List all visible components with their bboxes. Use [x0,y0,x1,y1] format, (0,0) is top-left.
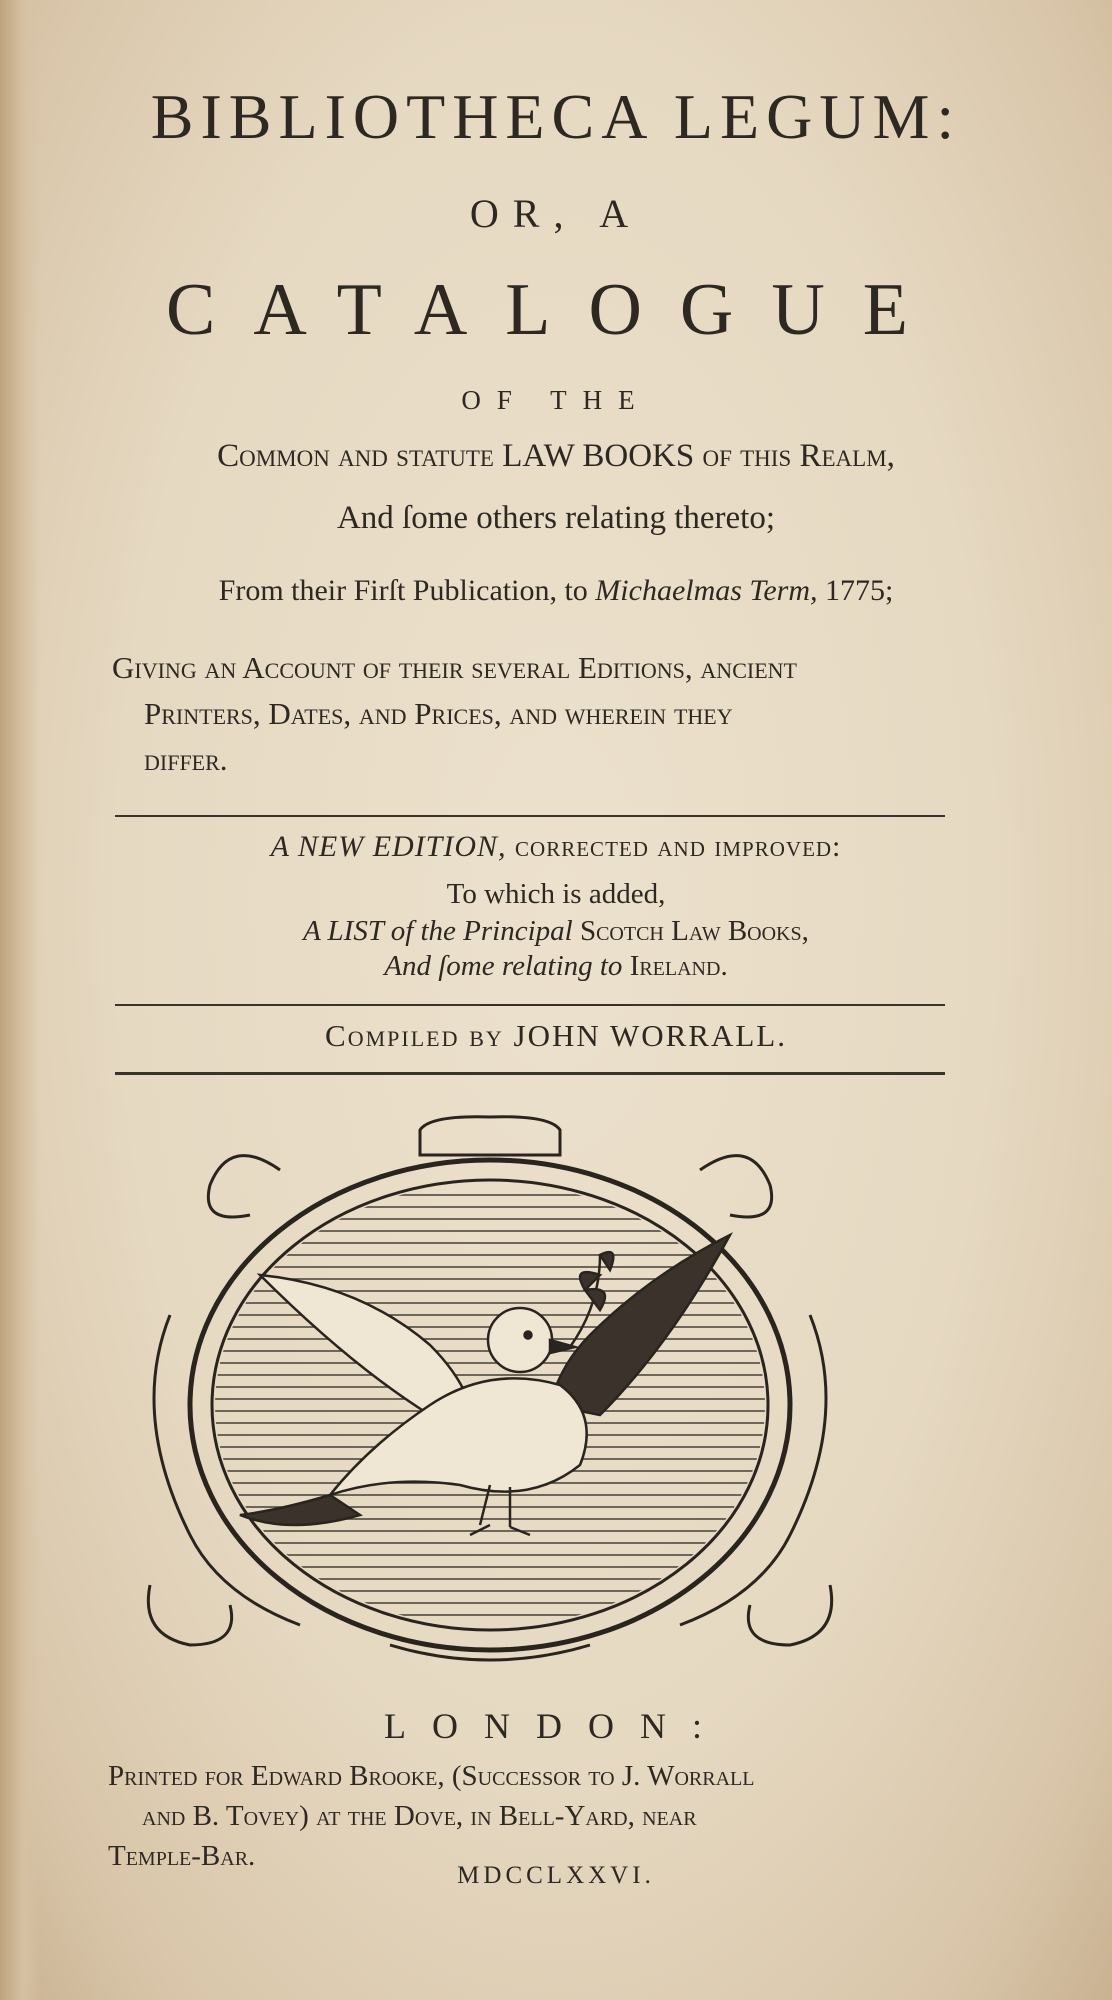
giving-line-3: differ. [144,742,228,777]
imprint-line-2: and B. Tovey) at the Dove, in Bell-Yard, near [142,1800,697,1832]
edition-line-3-suffix: Law Books, [663,915,809,947]
desc3-prefix: From their Firſt Publication, to [218,574,596,607]
edition-ireland: Ireland. [629,950,728,982]
edition-scotch: Scotch [579,915,664,947]
description-line-3 [0,574,1112,608]
edition-line-3 [0,915,1112,948]
compiler-name: JOHN WORRALL. [513,1018,787,1053]
edition-line-3-prefix: A LIST of the Principal [303,915,580,947]
compiler-label: Compiled by [325,1018,504,1053]
imprint-line-1: Printed for Edward Brooke, (Succeſſor to J. Worrall [108,1760,755,1792]
edition-line-4 [0,950,1112,983]
edition-line-4-prefix: And ſome relating to [384,950,630,982]
imprint-paragraph [108,1756,968,1876]
giving-account-paragraph [112,645,952,783]
rule-2 [115,1004,945,1006]
main-title: BIBLIOTHECA LEGUM: [150,81,962,152]
title-or: OR, A [469,191,643,236]
description-line-2: And ſome others relating thereto; [336,500,776,536]
edition-line-1 [0,830,1112,864]
title-of-the: OF THE [461,385,651,415]
description-line-1: Common and statute LAW BOOKS of this Realm, [217,438,895,474]
imprint-city: LONDON: [384,1706,728,1746]
edition-main: A NEW EDITION, [270,830,507,863]
edition-line-2: To which is added, [446,878,666,910]
giving-line-1: Giving an Account of their ſeveral Editions, ancient [112,650,797,685]
giving-line-2: Printers, Dates, and Prices, and wherein they [144,696,733,731]
edition-rest: corrected and improved: [506,830,842,863]
dove-vignette-icon [130,1115,850,1675]
compiler-line [0,1018,1112,1054]
rule-3 [115,1072,945,1075]
desc3-term: Michaelmas Term, [595,574,818,607]
desc3-year: 1775; [817,574,894,607]
imprint-date: MDCCLXXVI. [457,1862,655,1889]
title-catalogue: CATALOGUE [165,269,947,351]
rule-1 [115,815,945,817]
imprint-line-3: Temple-Bar. [108,1840,256,1872]
